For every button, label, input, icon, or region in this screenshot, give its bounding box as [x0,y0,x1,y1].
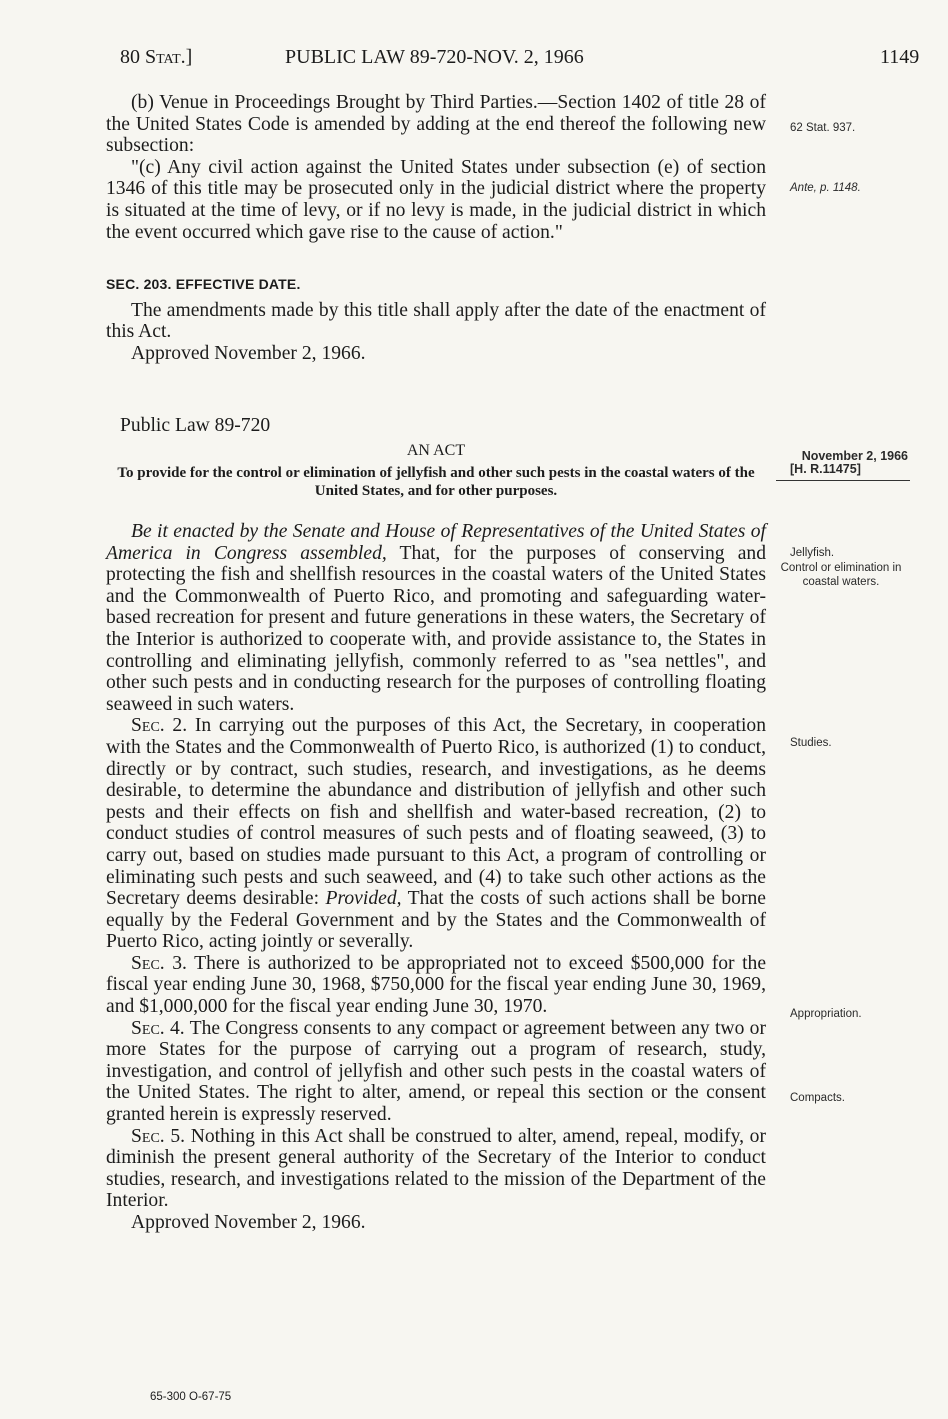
section-1-text: That, for the purposes of conserving and protecting the fish and shellfish resources in the coastal waters of the United States and the Commonwealth of Puerto Rico, and promoting and safeguarding water-based recreation for present and future generations in these waters, the Secretary of the Interior is authorized to cooperate with, and provide assistance to, the States in controlling and eliminating jellyfish, commonly referred to as "sea nettles", and other such pests and in conducting research for the purposes of controlling floating seaweed in such waters. [106,542,766,715]
sec203-heading: SEC. 203. EFFECTIVE DATE. [106,276,301,292]
section-1 [106,521,766,715]
section-3-label: Sec. 3. [131,952,187,974]
section-4 [106,1018,766,1126]
margin-note-jellyfish: Jellyfish. [790,547,835,559]
section-5-label: Sec. 5. [131,1125,186,1147]
margin-note-ante: Ante, p. 1148. [790,182,861,194]
header-title: PUBLIC LAW 89-720-NOV. 2, 1966 [285,46,584,68]
section-3 [106,953,766,1018]
section-2-text-b: That the costs of such actions shall be borne equally by the Federal Government and by the States and the Commonwealth of Puerto Rico, acting jointly or severally. [106,888,766,953]
act-body [106,521,766,1234]
section-b-quote: "(c) Any civil action against the United States under subsection (e) of section 1346 of this title may be prosecuted only in the judicial district where the property is situated at the time of levy, or if no levy is made, in the judicial district in which the event occurred which gave rise to the cause of action." [106,156,766,243]
section-5-text: Nothing in this Act shall be construed to alter, amend, repeal, modify, or diminish the present general authority of the Secretary of the Interior to conduct studies, research, and investigations related to the mission of the Department of the Interior. [106,1125,767,1212]
section-2-provided: Provided, [325,888,402,910]
margin-note-bill: [H. R.11475] [790,462,861,476]
sec203-text: The amendments made by this title shall apply after the date of the enactment of this Act. [106,299,766,343]
margin-note-studies: Studies. [790,737,832,749]
margin-note-rule [776,480,910,481]
section-3-text: There is authorized to be appropriated not to exceed $500,000 for the fiscal year ending June 30, 1968, $750,000 for the fiscal year ending June 30, 1969, and $1,000,000 for the fiscal year ending June 30, 1970. [106,952,767,1018]
section-4-text: The Congress consents to any compact or agreement between any two or more States for the purpose of carrying out a program of research, study, investigation, and control of jellyfish and other such pests in the coastal waters of the United States. The right to alter, amend, or repeal this section or the consent granted herein is expressly reserved. [106,1017,766,1126]
header-page-number: 1149 [880,46,920,68]
margin-note-date: November 2, 1966 [801,449,908,463]
law-number: Public Law 89-720 [120,415,271,436]
header-volume: 80 Stat.] [120,46,193,68]
margin-note-appropriation: Appropriation. [790,1008,862,1020]
sec203-block [106,274,766,364]
section-2-label: Sec. 2. [131,715,188,737]
section-2 [106,715,766,953]
margin-note-stat: 62 Stat. 937. [790,122,856,134]
sec203-approved: Approved November 2, 1966. [131,342,366,364]
section-b-text: (b) Venue in Proceedings Brought by Third Parties.—Section 1402 of title 28 of the United States Code is amended by adding at the end thereof the following new subsection: [106,92,766,157]
margin-note-control: Control or elimination in coastal waters. [780,562,902,588]
section-4-label: Sec. 4. [131,1017,185,1039]
act-approved: Approved November 2, 1966. [131,1212,366,1233]
act-purpose: To provide for the control or elimination of jellyfish and other such pests in the coastal waters of the United States, and for other purposes. [117,465,755,499]
act-label: AN ACT [406,442,466,459]
enacting-clause: Be it enacted by the Senate and House of Representatives of the United States of America in Congress assembled, [106,521,766,564]
section-b-block [106,92,766,243]
margin-note-compacts: Compacts. [790,1092,845,1104]
section-2-text-a: In carrying out the purposes of this Act, the Secretary, in cooperation with the States and the Commonwealth of Puerto Rico, is authorized (1) to conduct, directly or by contract, such studies, research, and investigations, as he deems desirable, to determine the abundance and distribution of jellyfish and other such pests and their effects on fish and shellfish and water-based recreation, (2) to conduct studies of control measures of such pests and of floating seaweed, (3) to carry out, based on studies made pursuant to this Act, a program of controlling or eliminating such pests and such seaweed, and (4) to take such other actions as the Secretary deems desirable: [106,715,767,910]
section-5 [106,1126,766,1212]
footer-code: 65-300 O-67-75 [150,1391,232,1403]
